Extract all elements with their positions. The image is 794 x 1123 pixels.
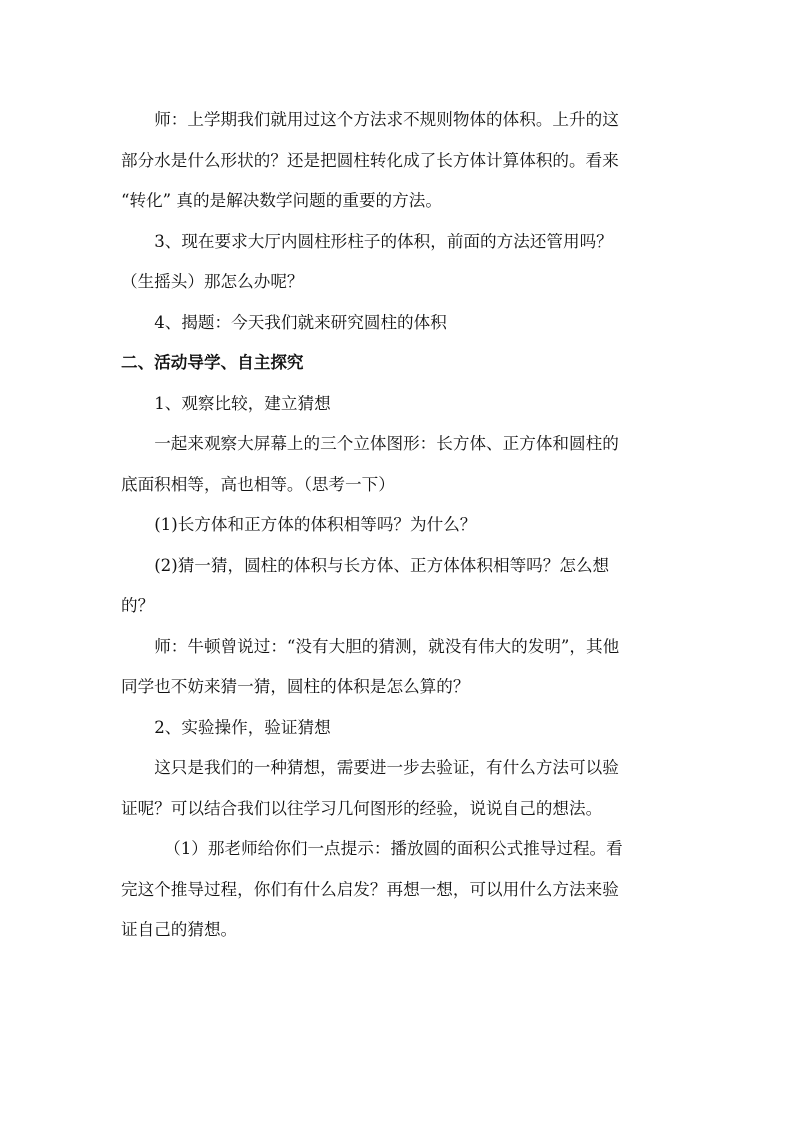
text-line: （1）那老师给你们一点提示：播放圆的面积公式推导过程。看 [164,839,623,858]
text-line: 这只是我们的一种猜想，需要进一步去验证，有什么方法可以验 [154,758,619,777]
paragraph-question-1 [121,505,677,546]
section-heading: 二、活动导学、自主探究 [121,353,304,372]
text-line: (1)长方体和正方体的体积相等吗？为什么？ [154,515,477,534]
paragraph-observe-compare [121,384,677,425]
text-line: “转化” 真的是解决数学问题的重要的方法。 [121,191,442,210]
text-line: 证呢？可以结合我们以往学习几何图形的经验，说说自己的想法。 [121,798,603,818]
text-line: 一起来观察大屏幕上的三个立体图形：长方体、正方体和圆柱的 [154,434,619,453]
text-line: 底面积相等，高也相等。（思考一下） [121,474,395,494]
paragraph-three-solids [121,424,677,505]
paragraph-hint [121,829,677,951]
text-line: 师：牛顿曾说过：“没有大胆的猜测，就没有伟大的发明”，其他 [154,636,620,656]
document-body [121,100,677,951]
text-line: 1、观察比较，建立猜想 [154,393,331,413]
text-line: (2)猜一猜，圆柱的体积与长方体、正方体体积相等吗？怎么想 [154,555,610,575]
paragraph-step-3 [121,222,677,303]
paragraph-teacher-transform [121,100,677,222]
text-line: 的？ [121,596,155,615]
text-line: 师：上学期我们就用过这个方法求不规则物体的体积。上升的这 [154,110,619,129]
text-line: 完这个推导过程，你们有什么启发？再想一想，可以用什么方法来验 [121,879,619,899]
text-line: 4、揭题：今天我们就来研究圆柱的体积 [154,312,447,332]
paragraph-step-4 [121,303,677,344]
text-line: （生摇头）那怎么办呢？ [121,272,304,291]
text-line: 2、实验操作，验证猜想 [154,717,331,737]
paragraph-experiment [121,708,677,749]
text-line: 部分水是什么形状的？还是把圆柱转化成了长方体计算体积的。看来 [121,150,619,170]
paragraph-question-2 [121,546,677,627]
paragraph-newton-quote [121,627,677,708]
text-line: 证自己的猜想。 [121,920,238,939]
text-line: 同学也不妨来猜一猜，圆柱的体积是怎么算的？ [121,677,470,696]
paragraph-verify [121,748,677,829]
text-line: 3、现在要求大厅内圆柱形柱子的体积，前面的方法还管用吗？ [154,231,613,251]
